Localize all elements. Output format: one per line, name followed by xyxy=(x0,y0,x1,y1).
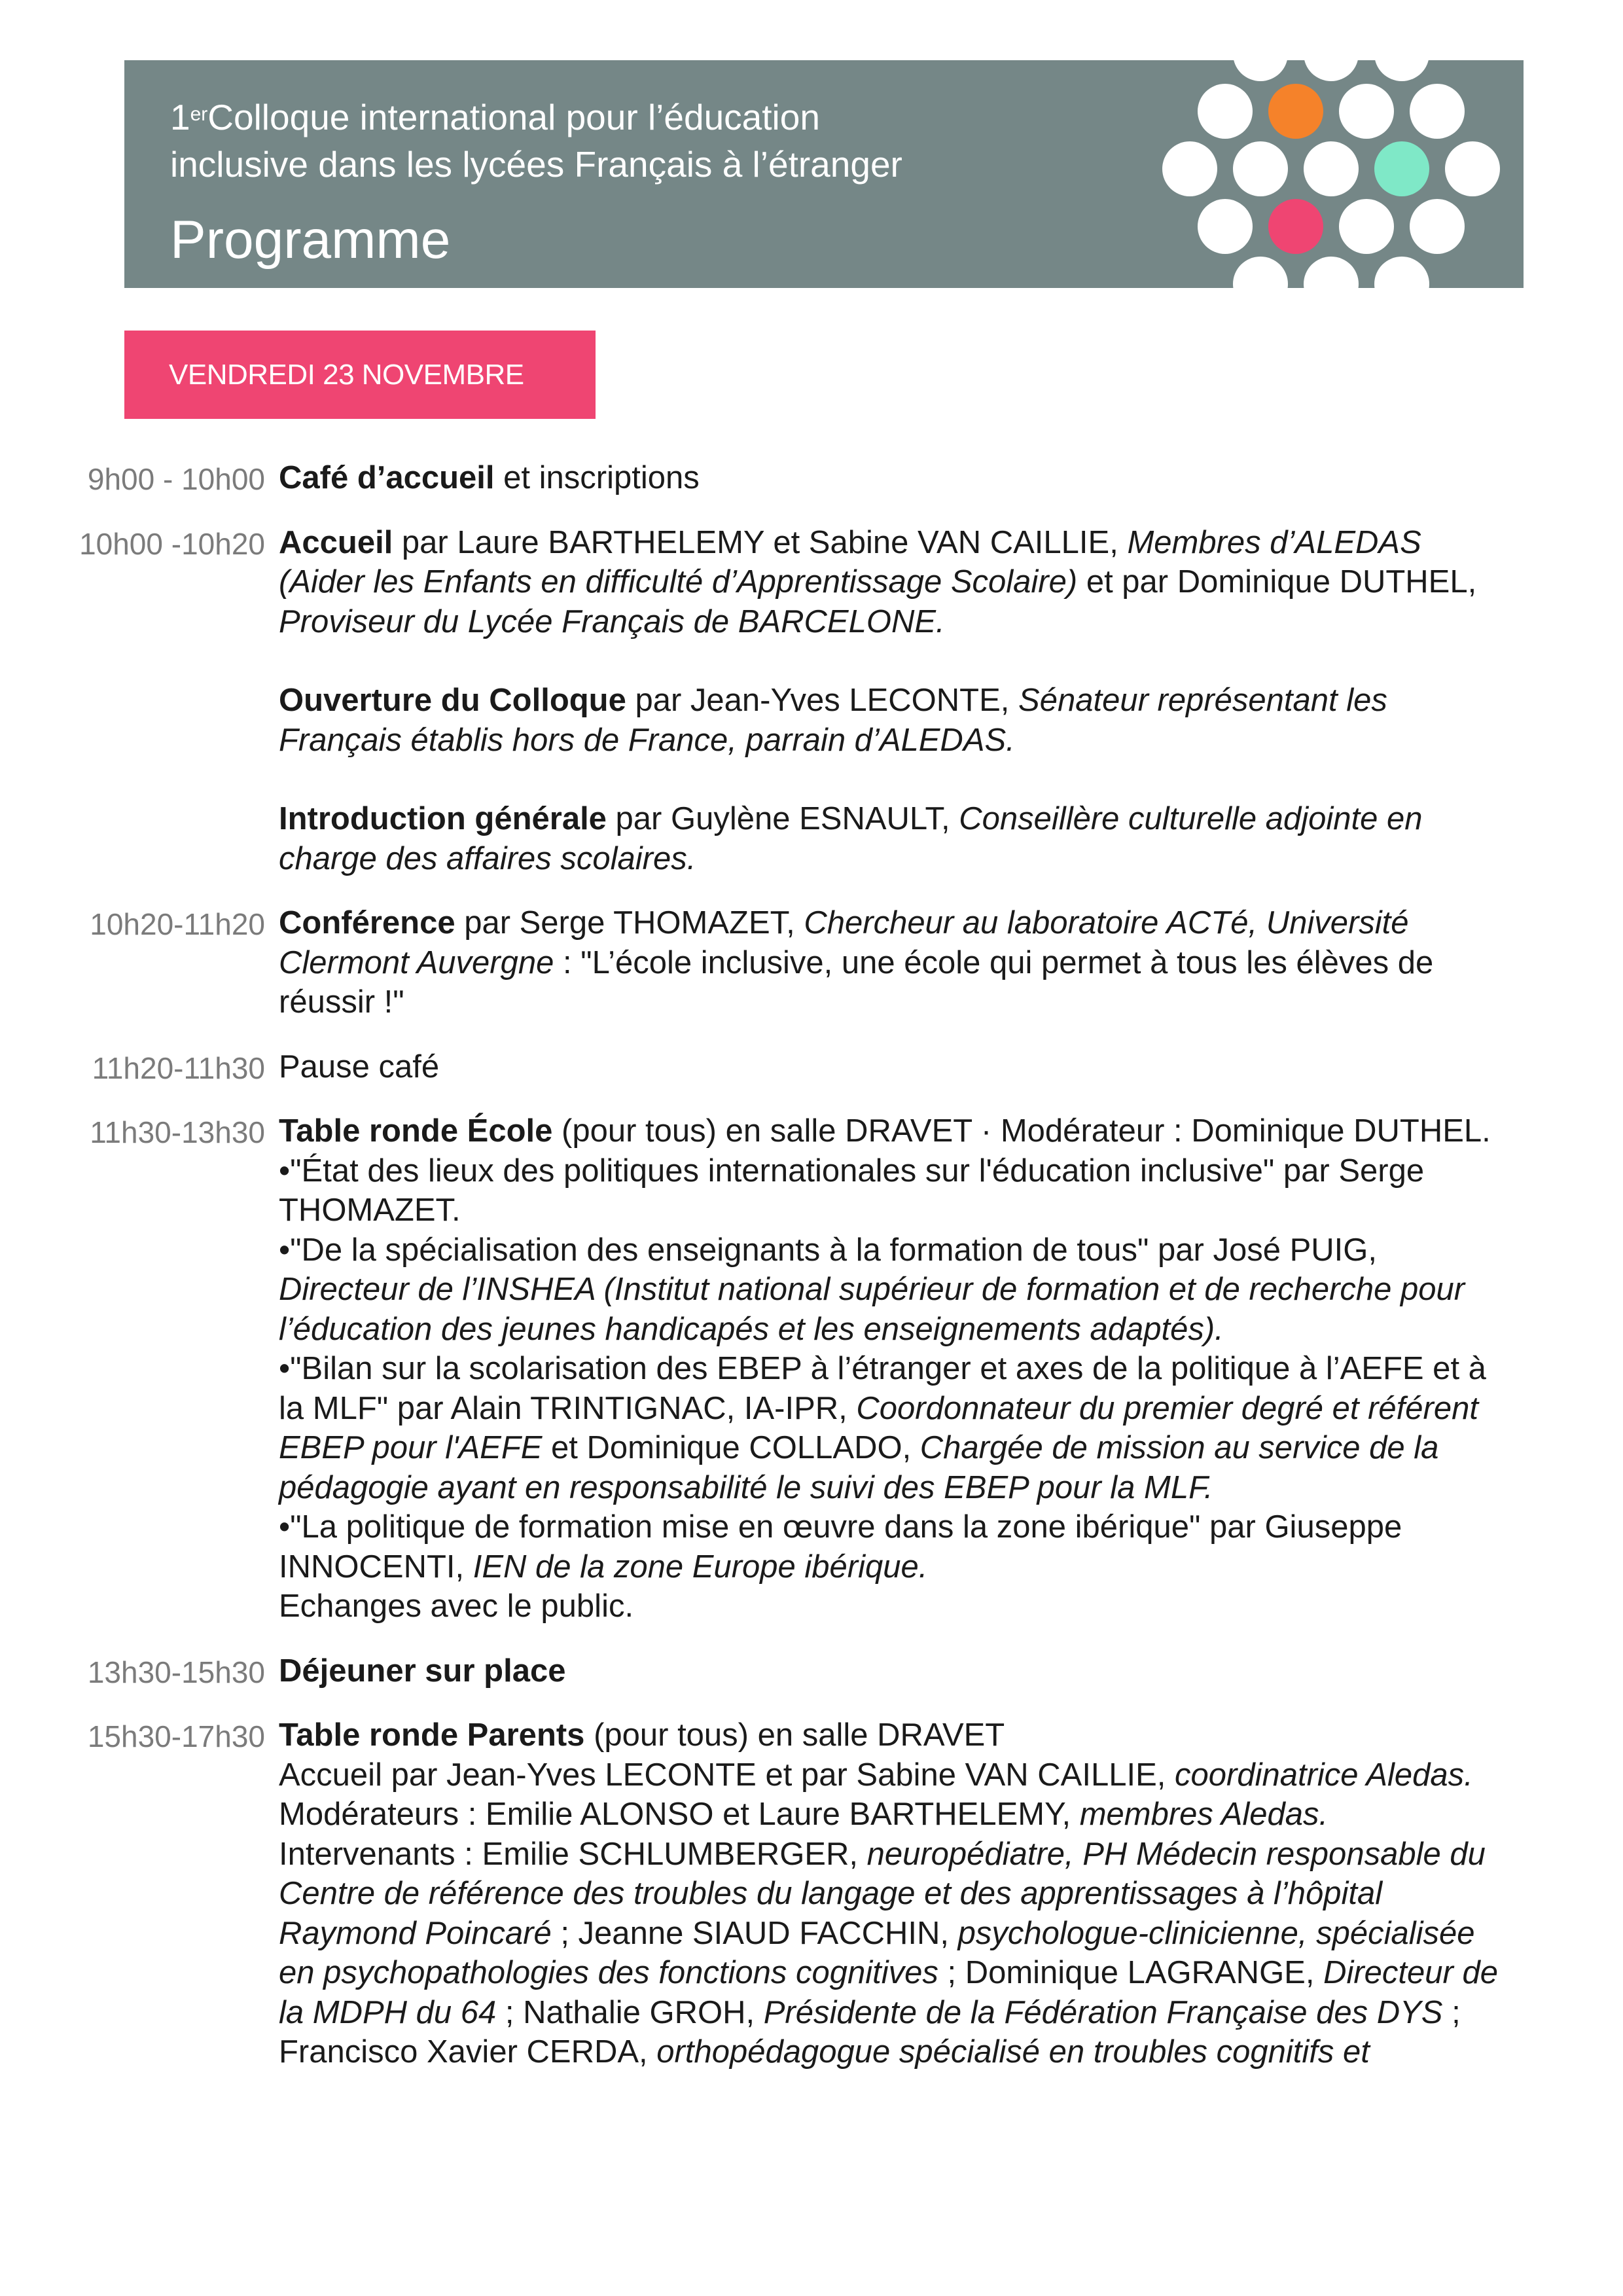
colloque-title-line1: 1erColloque international pour l’éducation xyxy=(170,97,820,137)
colloque-title-line2: inclusive dans les lycées Français à l’étranger xyxy=(170,144,902,185)
schedule-entry xyxy=(0,458,1623,498)
decorative-dot xyxy=(1233,60,1288,81)
entry-time: 10h20-11h20 xyxy=(90,907,265,941)
opening-paragraph: Ouverture du Colloque par Jean-Yves LECONTE, Sénateur représentant les Français établis hors de France, parrain d’ALEDAS. xyxy=(279,683,1387,758)
date-label: VENDREDI 23 NOVEMBRE xyxy=(169,359,524,391)
schedule-entry xyxy=(0,1047,1623,1087)
decorative-dots-logo xyxy=(1106,60,1524,288)
decorative-dot xyxy=(1339,84,1394,139)
decorative-dot xyxy=(1304,60,1359,81)
programme-heading: Programme xyxy=(170,210,451,270)
entry-body: Table ronde École (pour tous) en salle DRAVET · Modérateur : Dominique DUTHEL. •"État des lieux des politiques internationales sur l'éducation inclusive" par Serge THOMAZET. •"De la spécialisation des enseignants à la formation de tous" par José PUIG, Directeur de l’INSHEA (Institut national supérieur de formation et de recherche pour l’éducation des jeunes handicapés et les enseignements adaptés). •"Bilan sur la scolarisation des EBEP à l’étranger et axes de la politique à l’AEFE et à la MLF" par Alain TRINTIGNAC, IA-IPR, Coordonnateur du premier degré et référent EBEP pour l'AEFE et Dominique COLLADO, Chargée de mission au service de la pédagogie ayant en responsabilité le suivi des EBEP pour la MLF. •"La politique de formation mise en œuvre dans la zone ibérique" par Giuseppe INNOCENTI, IEN de la zone Europe ibérique. Echanges avec le public. xyxy=(279,1111,1516,1626)
schedule-entry xyxy=(0,523,1623,879)
decorative-dot xyxy=(1339,199,1394,254)
decorative-dot xyxy=(1445,141,1500,196)
ordinal-superscript: er xyxy=(190,103,208,125)
entry-time: 13h30-15h30 xyxy=(87,1655,265,1689)
decorative-dot xyxy=(1198,199,1253,254)
schedule xyxy=(0,458,1623,2072)
entry-time: 10h00 -10h20 xyxy=(79,526,265,561)
introduction-paragraph: Introduction générale par Guylène ESNAULT, Conseillère culturelle adjointe en charge des affaires scolaires. xyxy=(279,801,1423,876)
decorative-dot xyxy=(1410,84,1465,139)
entry-time: 9h00 - 10h00 xyxy=(87,462,265,496)
bullet-item: •"Bilan sur la scolarisation des EBEP à l’étranger et axes de la politique à l’AEFE et à la MLF" par Alain TRINTIGNAC, IA-IPR, Coordonnateur du premier degré et référent EBEP pour l'AEFE et Dominique COLLADO, Chargée de mission au service de la pédagogie ayant en responsabilité le suivi des EBEP pour la MLF. xyxy=(279,1351,1486,1505)
entry-body: Déjeuner sur place xyxy=(279,1653,566,1689)
entry-time: 11h20-11h30 xyxy=(92,1050,265,1085)
schedule-entry xyxy=(0,1715,1623,2072)
bullet-item: •"État des lieux des politiques internationales sur l'éducation inclusive" par Serge THOMAZET. xyxy=(279,1153,1425,1228)
entry-time: 11h30-13h30 xyxy=(90,1115,265,1149)
decorative-dot xyxy=(1374,60,1429,81)
schedule-entry xyxy=(0,1111,1623,1626)
entry-body: Café d’accueil et inscriptions xyxy=(279,460,700,495)
entry-time: 15h30-17h30 xyxy=(87,1719,265,1753)
schedule-entry xyxy=(0,1651,1623,1691)
decorative-dot xyxy=(1198,84,1253,139)
date-badge xyxy=(124,331,596,419)
decorative-dot xyxy=(1374,257,1429,288)
decorative-dot xyxy=(1374,141,1429,196)
decorative-dot xyxy=(1268,199,1323,254)
entry-body: Table ronde Parents (pour tous) en salle DRAVET Accueil par Jean-Yves LECONTE et par Sabine VAN CAILLIE, coordinatrice Aledas. Modérateurs : Emilie ALONSO et Laure BARTHELEMY, membres Aledas. Intervenants : Emilie SCHLUMBERGER, neuropédiatre, PH Médecin responsable du Centre de référence des troubles du langage et des apprentissages à l’hôpital Raymond Poincaré ; Jeanne SIAUD FACCHIN, psychologue-clinicienne, spécialisée en psychopathologies des fonctions cognitives ; Dominique LAGRANGE, Directeur de la MDPH du 64 ; Nathalie GROH, Présidente de la Fédération Française des DYS ; Francisco Xavier CERDA, orthopédagogue spécialisé en troubles cognitifs et xyxy=(279,1717,1498,2070)
bullet-item: •"De la spécialisation des enseignants à la formation de tous" par José PUIG, Directeur de l’INSHEA (Institut national supérieur de formation et de recherche pour l’éducation des jeunes handicapés et les enseignements adaptés). xyxy=(279,1232,1465,1347)
entry-body xyxy=(279,523,1516,879)
bullet-item: •"La politique de formation mise en œuvre dans la zone ibérique" par Giuseppe INNOCENTI, IEN de la zone Europe ibérique. xyxy=(279,1509,1402,1585)
header-banner xyxy=(124,60,1524,288)
schedule-entry xyxy=(0,903,1623,1022)
welcome-paragraph: Accueil par Laure BARTHELEMY et Sabine VAN CAILLIE, Membres d’ALEDAS (Aider les Enfants en difficulté d’Apprentissage Scolaire) et par Dominique DUTHEL, Proviseur du Lycée Français de BARCELONE. xyxy=(279,524,1477,639)
decorative-dot xyxy=(1304,141,1359,196)
decorative-dot xyxy=(1304,257,1359,288)
entry-body: Conférence par Serge THOMAZET, Chercheur au laboratoire ACTé, Université Clermont Auvergne : "L’école inclusive, une école qui permet à tous les élèves de réussir !" xyxy=(279,905,1434,1020)
decorative-dot xyxy=(1268,84,1323,139)
decorative-dot xyxy=(1233,141,1288,196)
decorative-dot xyxy=(1410,199,1465,254)
decorative-dot xyxy=(1233,257,1288,288)
entry-body: Pause café xyxy=(279,1049,440,1085)
decorative-dot xyxy=(1162,141,1217,196)
